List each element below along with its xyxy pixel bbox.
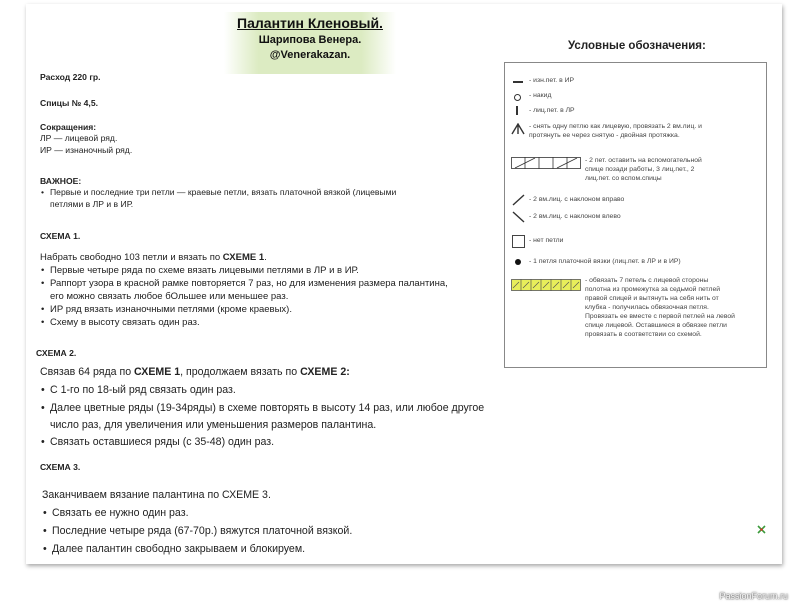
scheme3-title: СХЕМА 3. — [40, 462, 81, 472]
legend-title: Условные обозначения: — [568, 40, 706, 52]
scheme2-intro-bold-1: СХЕМЕ 1 — [134, 366, 181, 378]
scheme3-intro: Заканчиваем вязание палантина по СХЕМЕ 3. — [42, 489, 271, 501]
legend-item-wrap-6: спице лицевой. Оставшиеся в обвязке петли — [585, 322, 727, 329]
scheme2-bullet-3: • Связать оставшиеся ряды (с 35-48) один раз. — [50, 436, 274, 448]
legend-item-knit: - лиц.пет. в ЛР — [529, 107, 575, 114]
legend-item-purl: - изн.пет. в ИР — [529, 77, 574, 84]
scheme2-intro — [40, 366, 350, 378]
legend-item-garter: - 1 петля платочной вязки (лиц.пет. в ЛР и в ИР) — [529, 258, 681, 265]
corner-mark-icon — [757, 525, 766, 534]
legend-item-double-decrease-2: протянуть ее через снятую - двойная протяжка. — [529, 132, 680, 139]
legend-item-wrap-7: провязать в соответствии со схемой. — [585, 331, 702, 338]
legend-item-double-decrease-1: - снять одну петлю как лицевую, провязать 2 вм.лиц. и — [529, 123, 702, 130]
garter-dot-icon — [515, 259, 521, 265]
legend-item-no-stitch: - нет петли — [529, 237, 564, 244]
legend-item-wrap-3: правой спицей и вытянуть на себя нить от — [585, 295, 719, 302]
scheme3-bullet-3: • Далее палантин свободно закрываем и блокируем. — [52, 543, 305, 555]
legend-item-k2tog-left: - 2 вм.лиц. с наклоном влево — [529, 213, 621, 220]
document-page — [26, 4, 782, 564]
title-block — [224, 12, 396, 74]
scheme1-intro-suffix: . — [264, 252, 267, 263]
legend-item-wrap-4: клубка - получилась обвязочная петля. — [585, 304, 709, 311]
abbreviation-ir: ИР — изнаночный ряд. — [40, 145, 133, 155]
instagram-handle: @Venerakazan. — [269, 49, 351, 61]
abbreviation-lr: ЛР — лицевой ряд. — [40, 133, 118, 143]
scheme2-bullet-1: • С 1-го по 18-ый ряд связать один раз. — [50, 384, 236, 396]
scheme1-bullet-3: • ИР ряд вязать изнаночными петлями (кроме краевых). — [50, 304, 292, 315]
legend-box — [504, 62, 767, 368]
scheme3-bullet-2: • Последние четыре ряда (67-70р.) вяжутся платочной вязкой. — [52, 525, 352, 537]
scheme2-intro-mid: , продолжаем вязать по — [180, 366, 301, 378]
important-line-1: • Первые и последние три петли — краевые петли, вязать платочной вязкой (лицевыми — [50, 187, 396, 197]
abbreviations-title: Сокращения: — [40, 122, 97, 132]
legend-item-cable-3: лиц.пет. со вспом.спицы — [585, 175, 662, 182]
legend-item-k2tog-right: - 2 вм.лиц. с наклоном вправо — [529, 196, 625, 203]
consumption-line — [40, 72, 101, 82]
legend-item-yarn-over: - накид — [529, 92, 552, 99]
important-line-2: петлями в ЛР и в ИР. — [50, 199, 134, 209]
legend-item-wrap-5: Провязать ее вместе с первой петлей на левой — [585, 313, 735, 320]
scheme1-title: СХЕМА 1. — [40, 231, 81, 241]
scheme1-intro — [40, 252, 267, 263]
scheme1-bullet-2a: • Раппорт узора в красной рамке повторяется 7 раз, но для изменения размера палантина, — [50, 278, 448, 289]
wrap-stitches-icon — [511, 279, 581, 291]
double-decrease-icon — [511, 123, 525, 135]
legend-item-cable-1: - 2 пет. оставить на вспомогательной — [585, 157, 702, 164]
slant-left-icon — [512, 211, 526, 223]
scheme2-intro-prefix: Связав 64 ряда по — [40, 366, 135, 378]
scheme2-intro-bold-2: СХЕМЕ 2: — [300, 366, 350, 378]
legend-item-wrap-2: полотна из промежутка за седьмой петлей — [585, 286, 721, 293]
scheme1-bullet-2b: его можно связать любое бОльшее или меньшее раз. — [50, 291, 289, 302]
needles-line: Спицы № 4,5. — [40, 98, 98, 108]
purl-dash-icon — [513, 81, 523, 83]
legend-item-cable-2: спице позади работы, 3 лиц.пет., 2 — [585, 166, 695, 173]
scheme1-bullet-4: • Схему в высоту связать один раз. — [50, 317, 200, 328]
consumption-text: Расход 220 гр. — [40, 72, 101, 82]
no-stitch-square-icon — [512, 235, 525, 248]
author-name: Шарипова Венера. — [258, 34, 362, 46]
slant-right-icon — [512, 194, 526, 206]
yarn-over-circle-icon — [514, 94, 521, 101]
cable-cross-icon — [511, 157, 581, 169]
scheme2-bullet-2a: • Далее цветные ряды (19-34ряды) в схеме повторять в высоту 14 раз, или любое другое — [50, 402, 484, 414]
legend-item-wrap-1: - обвязать 7 петель с лицевой стороны — [585, 277, 709, 284]
site-watermark: PassionForum.ru — [719, 591, 788, 601]
scheme2-title: СХЕМА 2. — [36, 348, 77, 358]
scheme1-bullet-1: • Первые четыре ряда по схеме вязать лицевыми петлями в ЛР и в ИР. — [50, 265, 359, 276]
scheme1-intro-bold: СХЕМЕ 1 — [222, 252, 265, 263]
scheme2-bullet-2b: число раз, для увеличения или уменьшения размеров палантина. — [50, 419, 377, 431]
pattern-title: Палантин Кленовый. — [237, 15, 383, 31]
important-title: ВАЖНОЕ: — [40, 176, 82, 186]
knit-bar-icon — [516, 106, 518, 115]
scheme1-intro-prefix: Набрать свободно 103 петли и вязать по — [40, 252, 223, 263]
scheme3-bullet-1: • Связать ее нужно один раз. — [52, 507, 189, 519]
